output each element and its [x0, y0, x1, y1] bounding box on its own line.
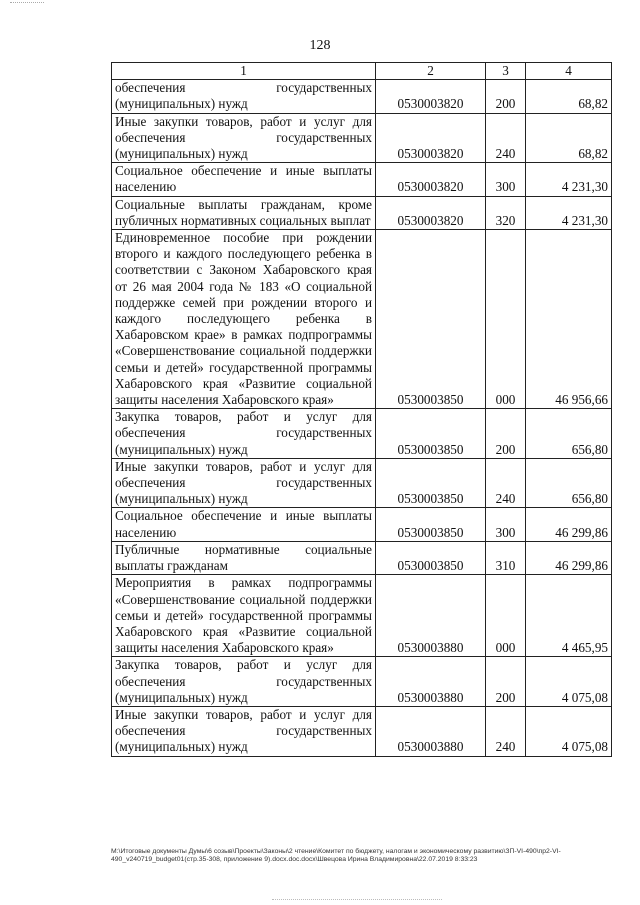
row-code: 0530003850 — [376, 409, 486, 459]
table-row — [112, 163, 612, 196]
row-amount: 46 299,86 — [526, 508, 612, 541]
row-name: Мероприятия в рамках подпрограммы «Совершенствование социальной поддержки семьи и детей» государственной программы Хабаровского края «Развитие социальной защиты населения Хабаровского края» — [112, 575, 376, 657]
row-code: 0530003880 — [376, 575, 486, 657]
row-amount: 68,82 — [526, 80, 612, 113]
table-row — [112, 541, 612, 574]
row-type: 240 — [486, 113, 526, 163]
row-amount: 46 299,86 — [526, 541, 612, 574]
row-type: 240 — [486, 706, 526, 756]
row-code: 0530003880 — [376, 706, 486, 756]
column-header-4: 4 — [526, 63, 612, 80]
page-number: 128 — [309, 38, 331, 53]
row-type: 300 — [486, 163, 526, 196]
table-row — [112, 508, 612, 541]
row-type: 200 — [486, 409, 526, 459]
row-name: Иные закупки товаров, работ и услуг для обеспечения государственных (муниципальных) нужд — [112, 706, 376, 756]
row-type: 200 — [486, 657, 526, 707]
row-name: обеспечения государственных (муниципальных) нужд — [112, 80, 376, 113]
row-code: 0530003850 — [376, 508, 486, 541]
row-amount: 4 075,08 — [526, 706, 612, 756]
table-header-row — [112, 63, 612, 80]
row-amount: 68,82 — [526, 113, 612, 163]
table-row — [112, 657, 612, 707]
row-type: 320 — [486, 196, 526, 229]
row-code: 0530003820 — [376, 113, 486, 163]
table-row — [112, 575, 612, 657]
row-type: 000 — [486, 575, 526, 657]
row-name: Социальное обеспечение и иные выплаты населению — [112, 508, 376, 541]
table-row — [112, 409, 612, 459]
row-code: 0530003820 — [376, 196, 486, 229]
table-row — [112, 230, 612, 409]
row-type: 240 — [486, 458, 526, 508]
table-row — [112, 113, 612, 163]
row-amount: 4 231,30 — [526, 196, 612, 229]
row-code: 0530003820 — [376, 163, 486, 196]
row-name: Закупка товаров, работ и услуг для обеспечения государственных (муниципальных) нужд — [112, 409, 376, 459]
table-row — [112, 706, 612, 756]
row-type: 300 — [486, 508, 526, 541]
row-amount: 4 465,95 — [526, 575, 612, 657]
row-name: Социальные выплаты гражданам, кроме публичных нормативных социальных выплат — [112, 196, 376, 229]
column-header-2: 2 — [376, 63, 486, 80]
document-path-footer: M:\Итоговые документы Думы\6 созыв\Проекты\Законы\2 чтение\Комитет по бюджету, налогам и экономическому развитию\ЗП-VI-490\пр2-VI-490_v240719_budget01(стр.35-308, приложение 9).docx.doc.docx\Швецова Ирина Владимировна\22.07.2019 8:33:23 — [111, 848, 561, 864]
row-type: 000 — [486, 230, 526, 409]
column-header-3: 3 — [486, 63, 526, 80]
row-code: 0530003850 — [376, 541, 486, 574]
row-name: Социальное обеспечение и иные выплаты населению — [112, 163, 376, 196]
row-amount: 4 231,30 — [526, 163, 612, 196]
row-type: 310 — [486, 541, 526, 574]
row-amount: 4 075,08 — [526, 657, 612, 707]
row-name: Закупка товаров, работ и услуг для обеспечения государственных (муниципальных) нужд — [112, 657, 376, 707]
scan-artifact-top — [10, 2, 44, 6]
table-row — [112, 80, 612, 113]
row-amount: 656,80 — [526, 458, 612, 508]
row-amount: 656,80 — [526, 409, 612, 459]
budget-table — [111, 62, 612, 757]
column-header-1: 1 — [112, 63, 376, 80]
row-code: 0530003820 — [376, 80, 486, 113]
row-name: Публичные нормативные социальные выплаты гражданам — [112, 541, 376, 574]
row-name: Иные закупки товаров, работ и услуг для обеспечения государственных (муниципальных) нужд — [112, 458, 376, 508]
row-code: 0530003850 — [376, 458, 486, 508]
table-row — [112, 196, 612, 229]
row-name: Единовременное пособие при рождении второго и каждого последующего ребенка в соответствии с Законом Хабаровского края от 26 мая 2004 года № 183 «О социальной поддержке семей при рождении второго и каждого последующего ребенка в Хабаровском крае» в рамках подпрограммы «Совершенствование социальной поддержки семьи и детей» государственной программы Хабаровского края «Развитие социальной защиты населения Хабаровского края» — [112, 230, 376, 409]
row-code: 0530003850 — [376, 230, 486, 409]
row-type: 200 — [486, 80, 526, 113]
row-amount: 46 956,66 — [526, 230, 612, 409]
table-row — [112, 458, 612, 508]
row-code: 0530003880 — [376, 657, 486, 707]
row-name: Иные закупки товаров, работ и услуг для обеспечения государственных (муниципальных) нужд — [112, 113, 376, 163]
scan-artifact-bottom — [272, 899, 442, 903]
